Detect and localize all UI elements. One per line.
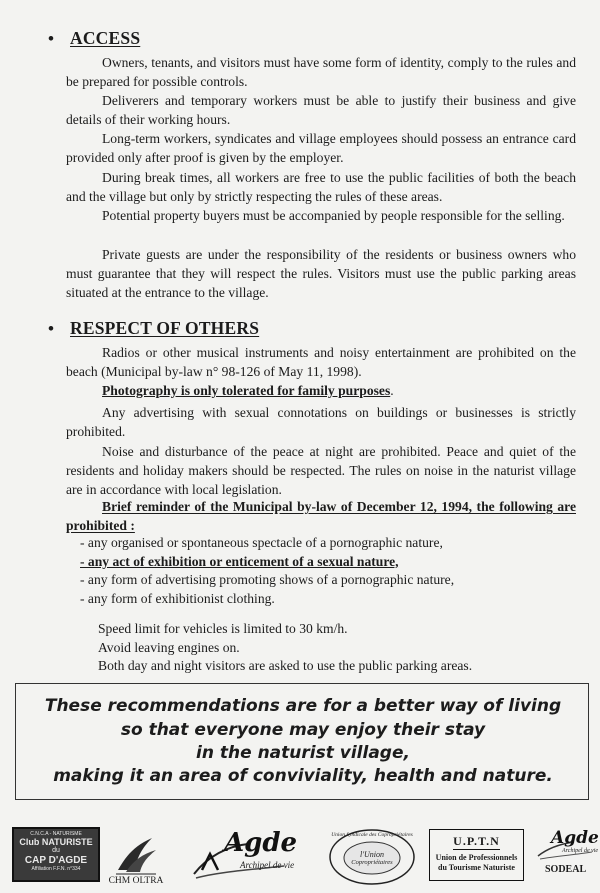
agde-wordmark: Agde xyxy=(551,828,599,848)
recommendation-box xyxy=(15,683,589,800)
recommendation-line: These recommendations are for a better way of living xyxy=(44,696,562,716)
respect-paragraph: Noise and disturbance of the peace at night are prohibited. Peace and quiet of the residents and holiday makers should be respected. The rules on noise in the naturist village are in accordance with local legislation. xyxy=(66,444,576,497)
bullet: • xyxy=(48,319,55,338)
access-paragraph: Potential property buyers must be accompanied by people responsible for the selling. xyxy=(102,208,565,223)
access-paragraph: Private guests are under the responsibility of the residents or business owners who must guarantee that they will respect the rules. Visitors must use the public parking areas situated at the entrance to the village. xyxy=(66,247,576,300)
agde-wordmark: Agde xyxy=(224,828,298,858)
chm-oltra-logo-icon xyxy=(112,836,160,876)
agde-tagline: Archipel de vie xyxy=(562,848,599,854)
respect-heading xyxy=(48,318,259,339)
access-paragraph: Owners, tenants, and visitors must have some form of identity, comply to the rules and be prepared for possible controls. xyxy=(66,55,576,89)
sodeal-label: SODEAL xyxy=(545,864,587,875)
notes-list xyxy=(98,620,598,676)
access-title: ACCESS xyxy=(70,28,141,48)
list-item: - any form of exhibitionist clothing. xyxy=(80,590,275,606)
respect-paragraph: Any advertising with sexual connotations on buildings or businesses is strictly prohibited. xyxy=(66,405,576,439)
union-ring-text: Union Syndicale des Copropriétaires xyxy=(331,832,413,838)
club-naturiste-logo: C.N.C.A - NATURISME Club NATURISTE du CAP D'AGDE Affiliation F.F.N. n°334 xyxy=(12,827,100,882)
prohibited-list xyxy=(80,534,580,608)
recommendation-line: in the naturist village, xyxy=(196,743,410,763)
respect-paragraph: Radios or other musical instruments and noisy entertainment are prohibited on the beach (Municipal by-law n° 98-126 of May 11, 1998). xyxy=(66,345,576,379)
access-paragraph: Deliverers and temporary workers must be able to justify their business and give details of their working hours. xyxy=(66,93,576,127)
access-paragraph: Long-term workers, syndicates and village employees should possess an entrance card provided only after proof is given by the employer. xyxy=(66,131,576,165)
list-item: Both day and night visitors are asked to use the public parking areas. xyxy=(98,658,473,673)
access-heading xyxy=(48,28,140,49)
chm-oltra-label: CHM OLTRA xyxy=(108,876,164,886)
list-item: Speed limit for vehicles is limited to 30 km/h. xyxy=(98,621,348,636)
uptn-logo: U.P.T.N Union de Professionnels du Tourisme Naturiste xyxy=(429,829,524,881)
photo-rule: Photography is only tolerated for family purposes. xyxy=(102,383,394,398)
access-paragraph: During break times, all workers are free to use the public facilities of both the beach and the village but only by strictly respecting the rules of these areas. xyxy=(66,170,576,204)
agde-tagline: Archipel de vie xyxy=(240,860,295,870)
bylaw-heading: Brief reminder of the Municipal by-law of December 12, 1994, the following are prohibited : xyxy=(66,499,576,533)
respect-title: RESPECT OF OTHERS xyxy=(70,318,260,338)
union-center-text: Copropriétaires xyxy=(351,859,393,866)
recommendation-line: making it an area of conviviality, health and nature. xyxy=(53,766,553,786)
list-item: - any act of exhibition or enticement of a sexual nature, xyxy=(80,553,399,569)
recommendation-line: so that everyone may enjoy their stay xyxy=(120,720,486,740)
bullet: • xyxy=(48,29,55,48)
union-center-text: l'Union xyxy=(360,850,384,859)
list-item: - any form of advertising promoting shows of a pornographic nature, xyxy=(80,572,455,587)
list-item: Avoid leaving engines on. xyxy=(98,639,240,655)
list-item: - any organised or spontaneous spectacle of a pornographic nature, xyxy=(80,535,443,550)
